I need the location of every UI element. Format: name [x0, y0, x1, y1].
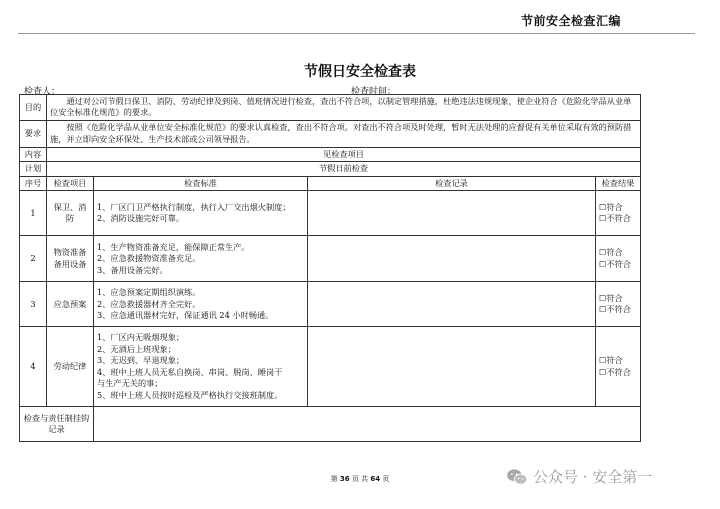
table-row — [20, 282, 641, 327]
page-title: 节假日安全检查表 — [304, 64, 416, 80]
criteria-line: 2、无酒后上班现象； — [97, 343, 176, 354]
row-item: 物资准备备用设备 — [47, 236, 94, 282]
criteria-line: 2、应急救援器材齐全完好。 — [97, 298, 201, 309]
fail-checkbox[interactable]: ☐不符合 — [599, 366, 631, 377]
row-item: 保卫、消防 — [47, 191, 94, 236]
purpose-text: 通过对公司节假日保卫、消防、劳动纪律及到岗、值班情况进行检查，查出不符合项，以制定管理措施，杜绝违法违规现象，使企业符合《危险化学品从业单位安全标准化规范》的要求。 — [47, 95, 641, 121]
purpose-label: 目的 — [20, 95, 47, 121]
row-criteria — [94, 236, 308, 282]
criteria-line: 1、厂区内无吸烟现象； — [97, 332, 185, 343]
footer-prefix: 第 — [330, 475, 340, 483]
criteria-line: 3、无迟到、早退现象； — [97, 355, 185, 366]
pass-checkbox[interactable]: ☐符合 — [599, 292, 623, 303]
row-record-cell[interactable] — [308, 191, 596, 236]
wechat-icon — [506, 468, 528, 486]
plan-text: 节假日前检查 — [47, 162, 641, 176]
criteria-line: 5、班中上班人员按时巡检及严格执行交接班制度。 — [97, 389, 283, 400]
row-record-cell[interactable] — [308, 282, 596, 327]
table-row — [20, 236, 641, 282]
requirement-label: 要求 — [20, 120, 47, 147]
page-number: 36 — [339, 475, 350, 483]
plan-label: 计划 — [20, 162, 47, 176]
col-header-record: 检查记录 — [308, 176, 596, 190]
row-item: 劳动纪律 — [47, 327, 94, 407]
inspection-table — [19, 94, 641, 442]
criteria-line: 3、应急通讯器材完好，保证通讯 24 小时畅通。 — [97, 310, 274, 321]
row-criteria — [94, 282, 308, 327]
watermark-text: 公众号 · 安全第一 — [533, 468, 653, 486]
content-label: 内容 — [20, 147, 47, 161]
section-title: 节前安全检查汇编 — [521, 14, 622, 28]
row-number: 4 — [20, 327, 47, 407]
fail-checkbox[interactable]: ☐不符合 — [599, 213, 631, 224]
criteria-line: 1、厂区门卫严格执行制度，执行入厂交出烟火制度； — [97, 201, 291, 212]
col-header-no: 序号 — [20, 176, 47, 190]
requirement-text: 按照《危险化学品从业单位安全标准化规范》的要求认真检查，查出不符合项。对查出不符合项及时处理，暂时无法处理的应督促有关单位采取有效的预防措施，并立即向安全环保处、生产技术部或公司领导报告。 — [47, 120, 641, 147]
col-header-standard: 检查标准 — [94, 176, 308, 190]
row-result — [596, 191, 641, 236]
header-divider — [18, 33, 695, 34]
criteria-line: 1、应急预案定期组织演练。 — [97, 287, 201, 298]
content-text: 见检查项目 — [47, 147, 641, 161]
row-result — [596, 282, 641, 327]
pass-checkbox[interactable]: ☐符合 — [599, 355, 623, 366]
footer-suffix: 页 — [380, 475, 390, 483]
table-row — [20, 327, 641, 407]
criteria-line: 4、班中上班人员无私自换岗、串岗、脱岗、睡岗干 — [97, 366, 283, 377]
criteria-line: 2、应急救援物资准备充足。 — [97, 253, 201, 264]
total-pages: 64 — [370, 475, 381, 483]
row-record-cell[interactable] — [308, 236, 596, 282]
row-number: 3 — [20, 282, 47, 327]
criteria-line: 2、消防设施完好可靠。 — [97, 213, 185, 224]
table-row — [20, 191, 641, 236]
row-result — [596, 236, 641, 282]
watermark — [506, 466, 652, 487]
criteria-line: 1、生产物资准备充足，能保障正常生产。 — [97, 241, 250, 252]
row-result — [596, 327, 641, 407]
inspector-label: 检查人： — [24, 87, 61, 97]
pass-checkbox[interactable]: ☐符合 — [599, 247, 623, 258]
col-header-item: 检查项目 — [47, 176, 94, 190]
responsibility-record-cell[interactable] — [94, 407, 641, 442]
criteria-line: 3、备用设备完好。 — [97, 264, 168, 275]
pass-checkbox[interactable]: ☐符合 — [599, 201, 623, 212]
row-item: 应急预案 — [47, 282, 94, 327]
row-record-cell[interactable] — [308, 327, 596, 407]
row-criteria — [94, 327, 308, 407]
row-criteria — [94, 191, 308, 236]
footer-middle: 页 共 — [349, 475, 371, 483]
fail-checkbox[interactable]: ☐不符合 — [599, 304, 631, 315]
fail-checkbox[interactable]: ☐不符合 — [599, 258, 631, 269]
responsibility-record-label: 检查与责任制挂钩记录 — [20, 407, 94, 442]
col-header-result: 检查结果 — [596, 176, 641, 190]
inspection-time-label: 检查时间： — [351, 87, 397, 97]
row-number: 2 — [20, 236, 47, 282]
criteria-line: 与生产无关的事； — [97, 378, 163, 389]
row-number: 1 — [20, 191, 47, 236]
